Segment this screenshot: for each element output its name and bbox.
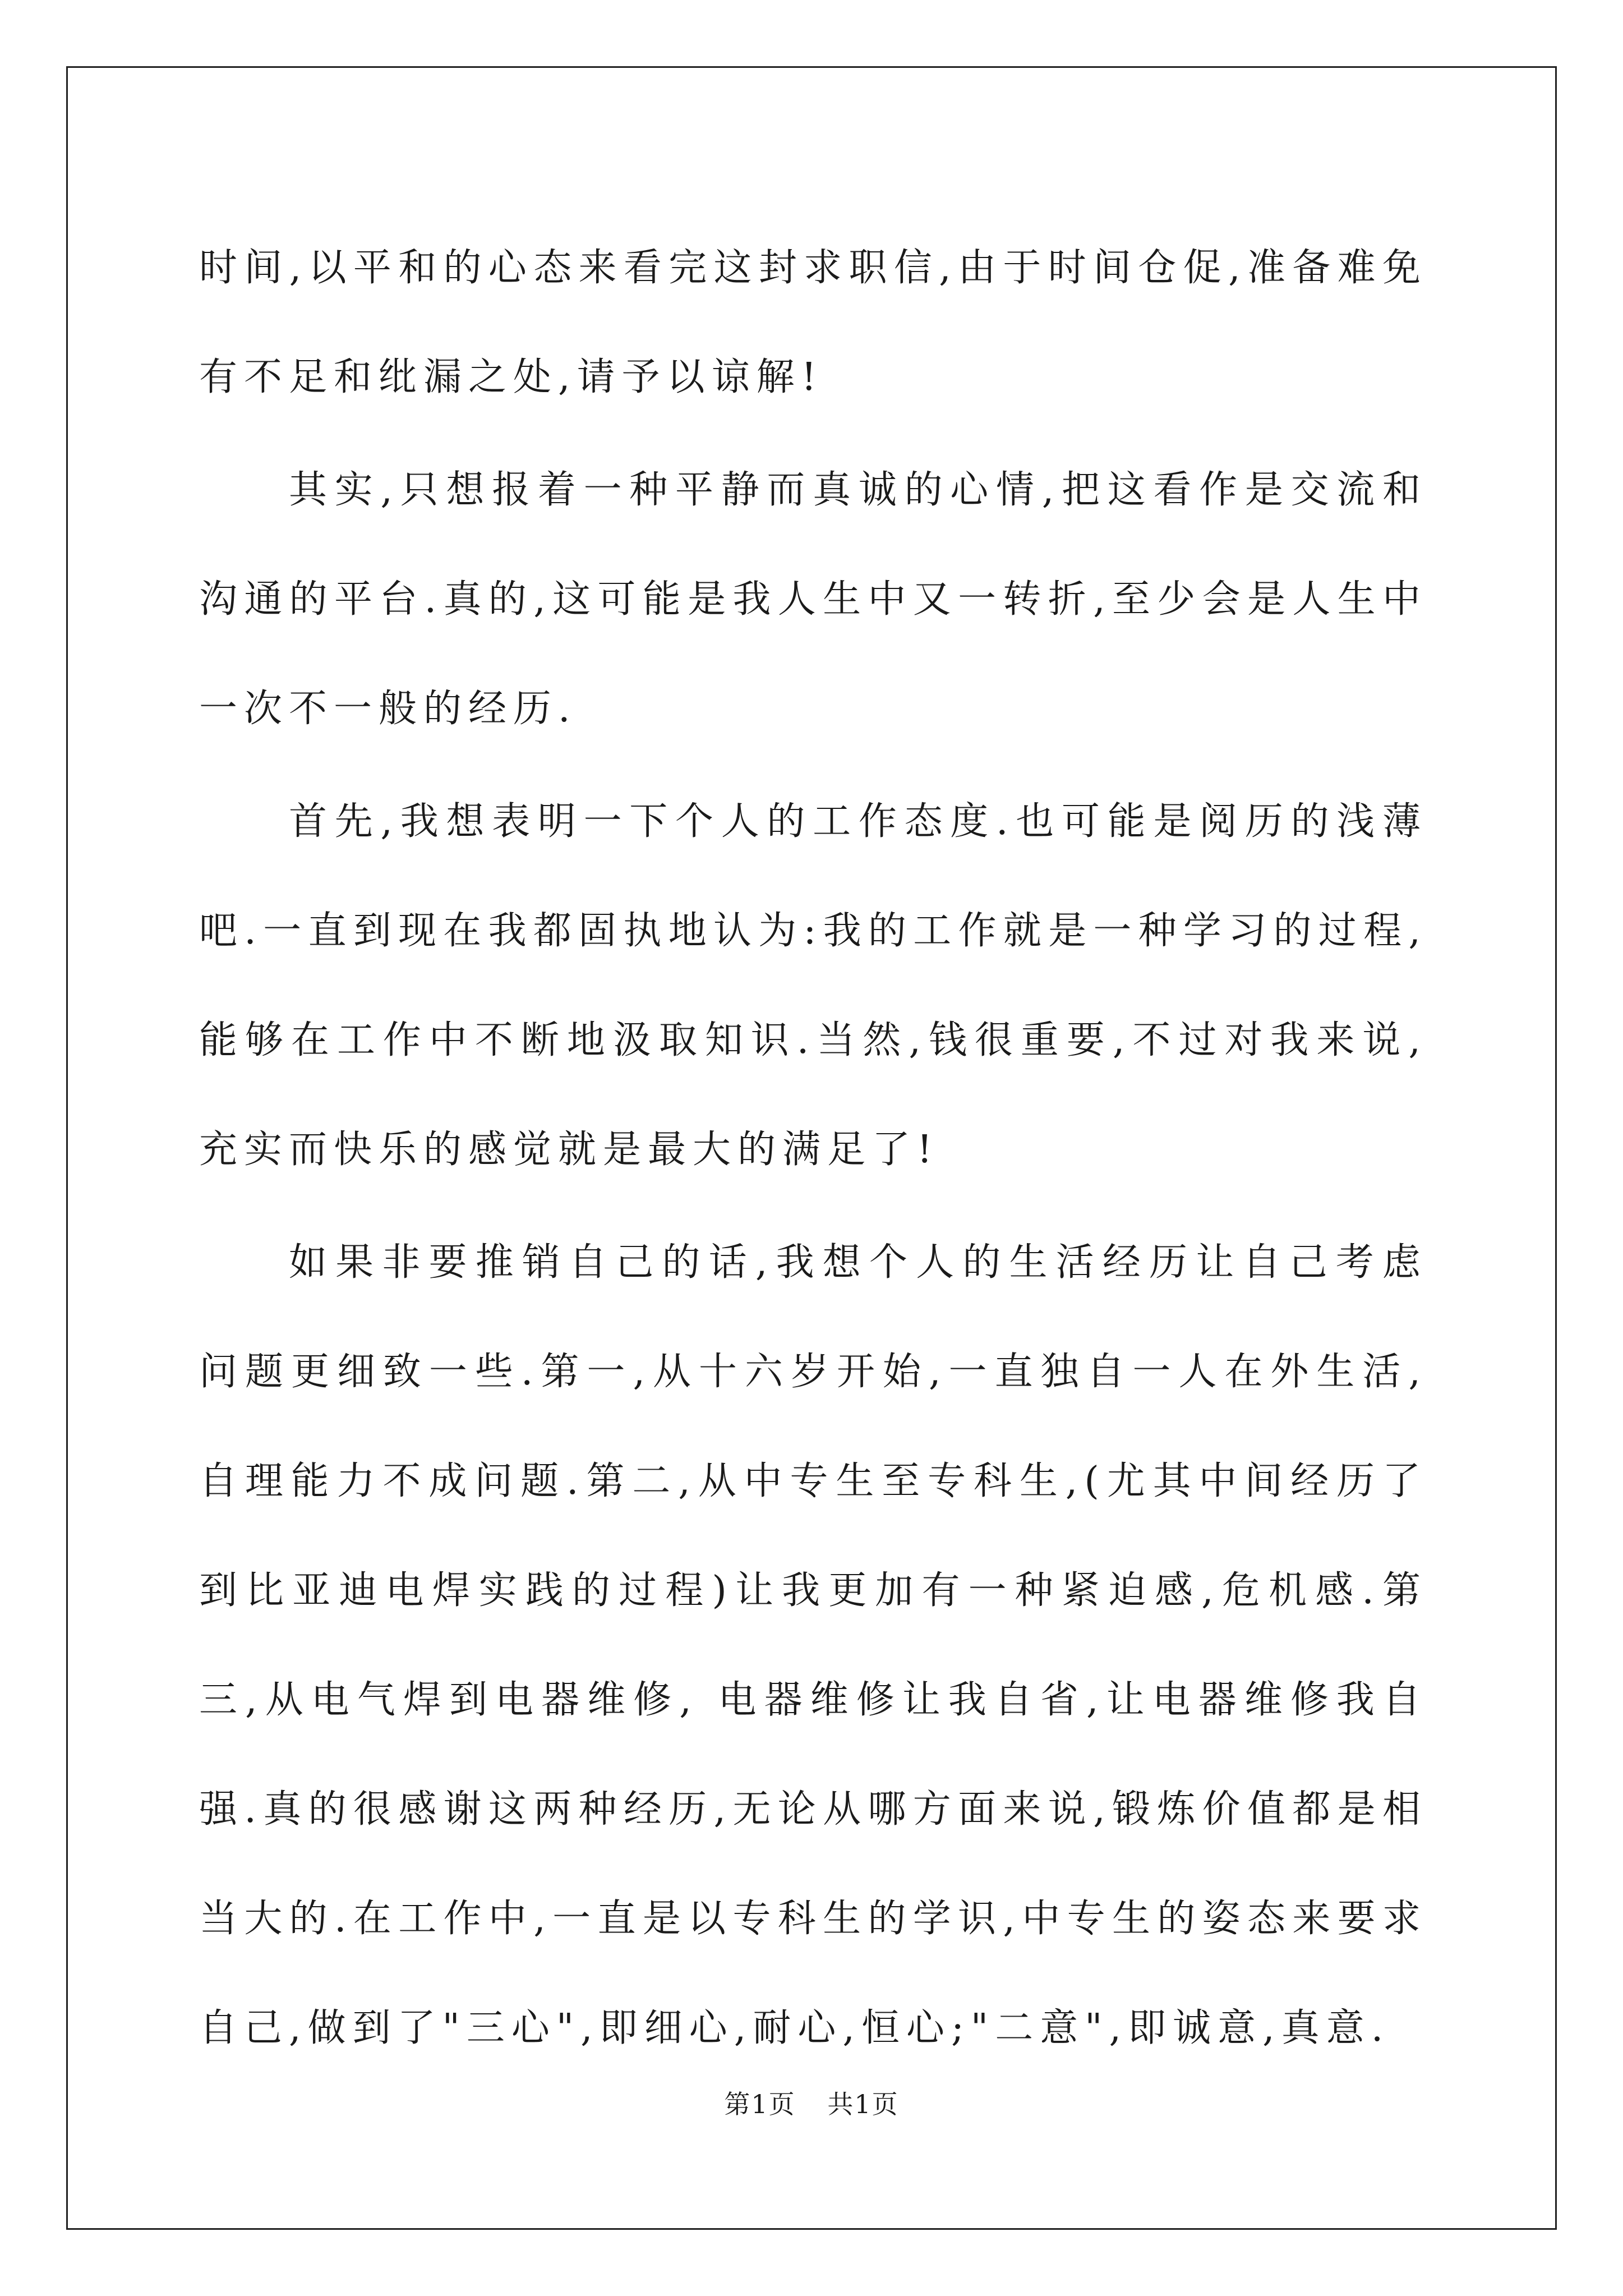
paragraph-2: 其实,只想报着一种平静而真诚的心情,把这看作是交流和沟通的平台.真的,这可能是我人生中又一转折,至少会是人生中一次不一般的经历. bbox=[199, 468, 1427, 731]
paragraph-4: 如果非要推销自己的话,我想个人的生活经历让自己考虑问题更细致一些.第一,从十六岁开始,一直独自一人在外生活,自理能力不成问题.第二,从中专生至专科生,(尤其中间经历了到比亚迪电焊实践的过程)让我更加有一种紧迫感,危机感.第三,从电气焊到电器维修, 电器维修让我自省,让电器维修我自强.真的很感谢这两种经历,无论从哪方面来说,锻炼价值都是相当大的.在工作中,一直是以专科生的学识,中专生的姿态来要求自己,做到了"三心",即细心,耐心,恒心;"二意",即诚意,真意. bbox=[199, 1240, 1427, 2050]
paragraph-1: 时间,以平和的心态来看完这封求职信,由于时间仓促,准备难免有不足和纰漏之处,请予以谅解! bbox=[199, 246, 1427, 399]
paragraph-3: 首先,我想表明一下个人的工作态度.也可能是阅历的浅薄吧.一直到现在我都固执地认为:我的工作就是一种学习的过程,能够在工作中不断地汲取知识.当然,钱很重要,不过对我来说,充实而快乐的感觉就是最大的满足了! bbox=[199, 799, 1427, 1172]
page-number-total: 共1页 bbox=[827, 2089, 899, 2119]
page-number-current: 第1页 bbox=[724, 2089, 796, 2119]
document-body bbox=[199, 213, 1427, 2083]
page-footer bbox=[0, 2084, 1623, 2121]
